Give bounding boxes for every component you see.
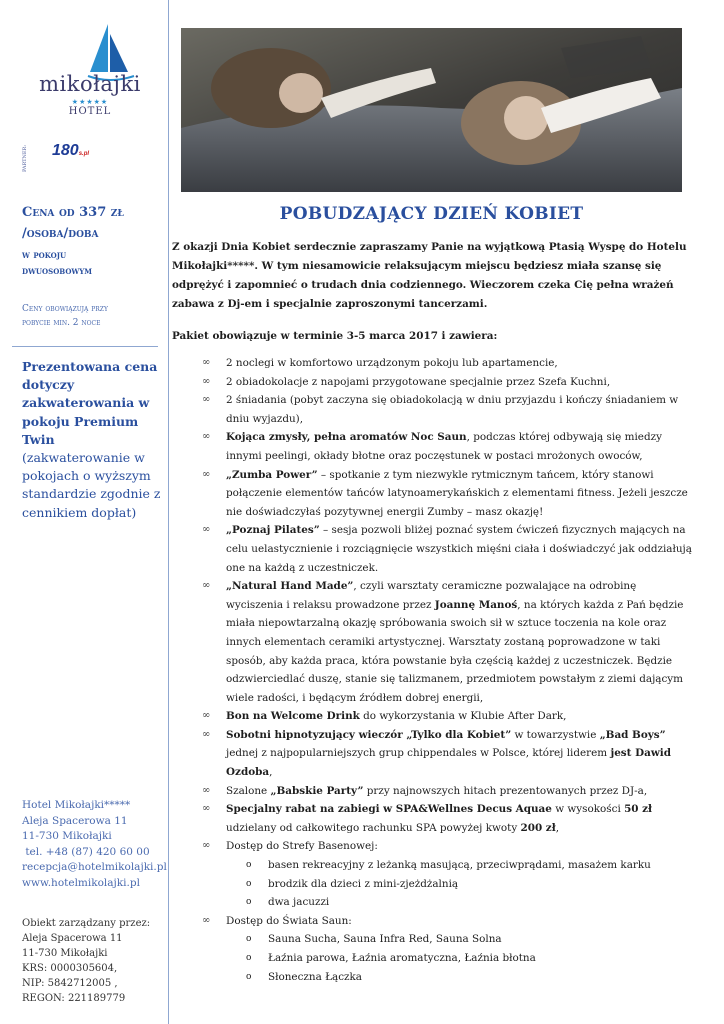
infinity-bullet-icon: ∞	[202, 580, 211, 592]
package-list-item: ∞ Dostęp do Strefy Basenowej: o basen rekreacyjny z leżanką masującą, przeciwprądami, masażem karku o brodzik dla dzieci z mini-zjeżdżalnią o dwa jacuzzi	[172, 837, 692, 911]
package-sublist-item: o dwa jacuzzi	[226, 893, 692, 912]
package-list-item: ∞ 2 obiadokolacje z napojami przygotowane specjalnie przez Szefa Kuchni,	[172, 373, 692, 392]
intro-paragraph: Z okazji Dnia Kobiet serdecznie zapraszamy Panie na wyjątkową Ptasią Wyspę do Hotelu Mikołajki*****. W tym niesamowicie relaksującym miejscu będziesz miała szansę się odprężyć i zapomnieć o trudach dnia codziennego. Wieczorem czeka Cię pełna wrażeń zabawa z Dj-em i specjalnie zaproszonymi tancerzami.	[172, 241, 687, 310]
header-photo	[181, 28, 682, 192]
package-list-item: ∞ Dostęp do Świata Saun: o Sauna Sucha, Sauna Infra Red, Sauna Solna o Łaźnia parowa, Łaźnia aromatyczna, Łaźnia błotna o Słoneczna Łączka	[172, 912, 692, 986]
infinity-bullet-icon: ∞	[202, 375, 211, 387]
package-sublist	[226, 856, 692, 912]
page-title: POBUDZAJĄCY DZIEŃ KOBIET	[279, 204, 584, 224]
package-sublist-item: o basen rekreacyjny z leżanką masującą, przeciwprądami, masażem karku	[226, 856, 692, 875]
infinity-bullet-icon: ∞	[202, 710, 211, 722]
infinity-bullet-icon: ∞	[202, 728, 211, 740]
infinity-bullet-icon: ∞	[202, 394, 211, 406]
price-subheading: w pokoju dwuosobowym	[22, 250, 93, 277]
price-note: Ceny obowiązują przy pobycie min. 2 noce	[22, 304, 108, 328]
package-list-item: ∞ Kojąca zmysły, pełna aromatów Noc Saun, podczas której odbywają się miedzy innymi peelingi, okłady błotne oraz poczęstunek w postaci mrożonych owoców,	[172, 428, 692, 465]
package-sublist-item: o Łaźnia parowa, Łaźnia aromatyczna, Łaźnia błotna	[226, 949, 692, 968]
email-link[interactable]: recepcja@hotelmikolajki.pl	[22, 861, 167, 873]
infinity-bullet-icon: ∞	[202, 357, 211, 368]
sidebar-border	[168, 0, 169, 1024]
package-list-item: ∞ Specjalny rabat na zabiegi w SPA&Wellnes Decus Aquae w wysokości 50 zł udzielany od całkowitego rachunku SPA powyżej kwoty 200 zł,	[172, 800, 692, 837]
package-list-item: ∞ „Poznaj Pilates” – sesja pozwoli bliżej poznać system ćwiczeń fizycznych mających na celu uelastycznienie i rozciągnięcie wszystkich mięśni ciała i doświadczyć jak oddziałują one na każdą z uczestniczek.	[172, 521, 692, 577]
circle-bullet-icon: o	[246, 934, 252, 945]
circle-bullet-icon: o	[246, 860, 252, 871]
room-info: Prezentowana cena dotyczy zakwaterowania w pokoju Premium Twin (zakwaterowanie w pokojach o wyższym standardzie zgodnie z cennikiem dopłat)	[22, 359, 161, 520]
package-heading: Pakiet obowiązuje w terminie 3-5 marca 2017 i zawiera:	[172, 330, 498, 342]
infinity-bullet-icon: ∞	[202, 784, 211, 796]
package-sublist	[226, 930, 692, 986]
circle-bullet-icon: o	[246, 878, 252, 889]
package-list-item: ∞ 2 noclegi w komfortowo urządzonym pokoju lub apartamencie,	[172, 354, 692, 373]
logo-subtitle: HOTEL	[68, 106, 112, 117]
hotel-contact: Hotel Mikołajki***** Aleja Spacerowa 11 11-730 Mikołajki tel. +48 (87) 420 60 00 recepcja@hotelmikolajki.pl www.hotelmikolajki.pl	[22, 798, 168, 891]
logo-stars: ★★★★★	[71, 98, 109, 106]
logo-wordmark: mikołajki	[39, 72, 141, 96]
infinity-bullet-icon: ∞	[202, 914, 211, 926]
infinity-bullet-icon: ∞	[202, 431, 211, 443]
package-list-item: ∞ „Zumba Power” – spotkanie z tym niezwykle rytmicznym tańcem, który stanowi połączenie elementów tańców latynoamerykańskich z elementami fitness. Jeżeli jeszcze nie doświadczyłaś pozytywnej energii Zumby – masz okazję!	[172, 466, 692, 522]
package-list-item: ∞ 2 śniadania (pobyt zaczyna się obiadokolacją w dniu przyjazdu i kończy śniadaniem w dniu wyjazdu),	[172, 391, 692, 428]
circle-bullet-icon: o	[246, 971, 252, 982]
circle-bullet-icon: o	[246, 897, 252, 908]
package-list-item: ∞ Sobotni hipnotyzujący wieczór „Tylko dla Kobiet” w towarzystwie „Bad Boys” jednej z najpopularniejszych grup chippendales w Polsce, której liderem jest Dawid Ozdoba,	[172, 726, 692, 782]
partner-label: PARTNER:	[22, 144, 28, 172]
package-list-item: ∞ Bon na Welcome Drink do wykorzystania w Klubie After Dark,	[172, 707, 692, 726]
website-link[interactable]: www.hotelmikolajki.pl	[22, 876, 140, 889]
infinity-bullet-icon: ∞	[202, 468, 211, 480]
package-list-item: ∞ „Natural Hand Made”, czyli warsztaty ceramiczne pozwalające na odrobinę wyciszenia i relaksu prowadzone przez Joannę Manoś, na których każda z Pań będzie miała niepowtarzalną okazję spróbowania swoich sił w sztuce toczenia na kole oraz innych elementach ceramiki artystycznej. Warsztaty zostaną poprowadzone w taki sposób, aby każda praca, która powstanie była częścią każdej z uczestniczek. Będzie odzwierciedlać duszę, stanie się talizmanem, przedmiotem powstałym z ziemi dającym wiele radości, i będącym źródłem dobrej energii,	[172, 577, 692, 707]
package-list-item: ∞ Szalone „Babskie Party” przy najnowszych hitach prezentowanych przez DJ-a,	[172, 782, 692, 801]
sidebar	[0, 0, 168, 1024]
sidebar-divider	[12, 346, 158, 347]
partner-logo: 180s.pl	[52, 142, 90, 159]
price-heading: Cena od 337 zł /osoba/doba	[22, 205, 124, 241]
infinity-bullet-icon: ∞	[202, 524, 211, 536]
package-sublist-item: o Sauna Sucha, Sauna Infra Red, Sauna Solna	[226, 930, 692, 949]
infinity-bullet-icon: ∞	[202, 840, 211, 852]
infinity-bullet-icon: ∞	[202, 803, 211, 815]
package-list	[172, 354, 692, 986]
manager-info: Obiekt zarządzany przez: Aleja Spacerowa 11 11-730 Mikołajki KRS: 0000305604, NIP: 5842712005 , REGON: 221189779	[22, 918, 151, 1004]
circle-bullet-icon: o	[246, 953, 252, 963]
package-sublist-item: o Słoneczna Łączka	[226, 968, 692, 987]
package-sublist-item: o brodzik dla dzieci z mini-zjeżdżalnią	[226, 875, 692, 894]
